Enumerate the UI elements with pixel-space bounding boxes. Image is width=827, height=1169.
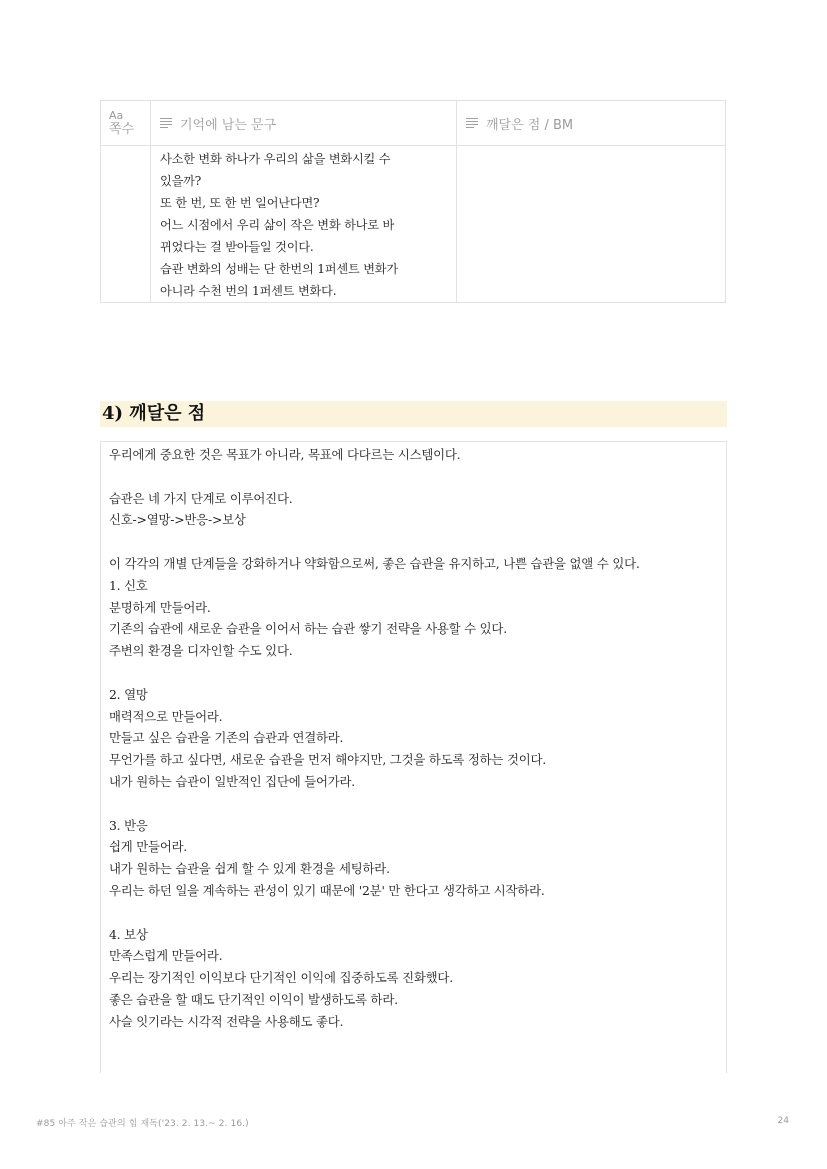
page-number: 24 [777,1116,789,1126]
footer-title: #85 아주 작은 습관의 힘 재독('23. 2. 13.~ 2. 16.) [36,1119,249,1129]
header-quote-column[interactable] [151,101,457,145]
text-line: 3. 반응 [109,817,148,833]
text-line: 내가 원하는 습관이 일반적인 집단에 들어가라. [109,773,356,789]
quote-line: 있을까? [160,174,202,188]
text-line: 좋은 습관을 할 때도 단기적인 이익이 발생하도록 하라. [109,991,398,1007]
text-line: 쉽게 만들어라. [109,839,188,855]
text-line: 주변의 환경을 디자인할 수도 있다. [109,643,293,659]
quote-line: 또 한 번, 또 한 번 일어난다면? [160,196,320,210]
quote-line: 뀌었다는 걸 받아들일 것이다. [160,240,314,254]
text-line: 우리는 하던 일을 계속하는 관성이 있기 때문에 '2분' 만 한다고 생각하고 시작하라. [109,882,545,898]
insight-text-block[interactable] [100,441,727,1073]
text-line: 4. 보상 [109,926,148,942]
text-line: 사슬 잇기라는 시각적 전략을 사용해도 좋다. [109,1013,344,1029]
text-line: 습관은 네 가지 단계로 이루어진다. [109,490,293,506]
header-quote-label: 기억에 남는 문구 [180,117,277,133]
text-line: 1. 신호 [109,577,148,593]
section-heading: 4) 깨달은 점 [100,401,727,427]
text-line [109,662,718,684]
insight-cell[interactable] [457,146,725,302]
text-line: 매력적으로 만들어라. [109,708,223,724]
table-header-row [101,101,725,146]
text-lines-icon [466,118,478,128]
quote-line: 사소한 변화 하나가 우리의 삶을 변화시킬 수 [160,152,391,166]
header-page-column[interactable] [101,101,151,145]
notes-table [100,100,726,303]
page-cell[interactable] [101,146,151,302]
quote-line: 아니라 수천 번의 1퍼센트 변화다. [160,284,337,298]
text-lines-icon [160,118,172,128]
title-property-icon: Aa [109,109,124,122]
text-line: 신호->열망->반응->보상 [109,512,246,528]
text-line: 2. 열망 [109,686,148,702]
text-line [109,466,718,488]
text-line: 우리에게 중요한 것은 목표가 아니라, 목표에 다다르는 시스템이다. [109,447,461,462]
quote-cell[interactable] [151,146,457,302]
text-line: 무언가를 하고 싶다면, 새로운 습관을 먼저 해야지만, 그것을 하도록 정하는 것이다. [109,752,546,768]
text-line: 우리는 장기적인 이익보다 단기적인 이익에 집중하도록 진화했다. [109,970,453,986]
text-line: 분명하게 만들어라. [109,599,211,615]
quote-line: 어느 시점에서 우리 삶이 작은 변화 하나로 바 [160,218,395,232]
text-line [109,793,718,815]
text-line: 내가 원하는 습관을 쉽게 할 수 있게 환경을 세팅하라. [109,861,390,877]
text-line: 만들고 싶은 습관을 기존의 습관과 연결하라. [109,730,344,746]
table-row [101,146,725,302]
text-line: 만족스럽게 만들어라. [109,948,223,964]
text-line [109,531,718,553]
text-line: 이 각각의 개별 단계들을 강화하거나 약화함으로써, 좋은 습관을 유지하고, 나쁜 습관을 없앨 수 있다. [109,555,640,571]
text-line: 기존의 습관에 새로운 습관을 이어서 하는 습관 쌓기 전략을 사용할 수 있다. [109,621,507,637]
quote-line: 습관 변화의 성배는 단 한번의 1퍼센트 변화가 [160,262,398,276]
header-page-label: 쪽수 [109,122,135,137]
text-line [109,902,718,924]
header-insight-label: 깨달은 점 / BM [486,117,574,133]
header-insight-column[interactable] [457,101,725,145]
